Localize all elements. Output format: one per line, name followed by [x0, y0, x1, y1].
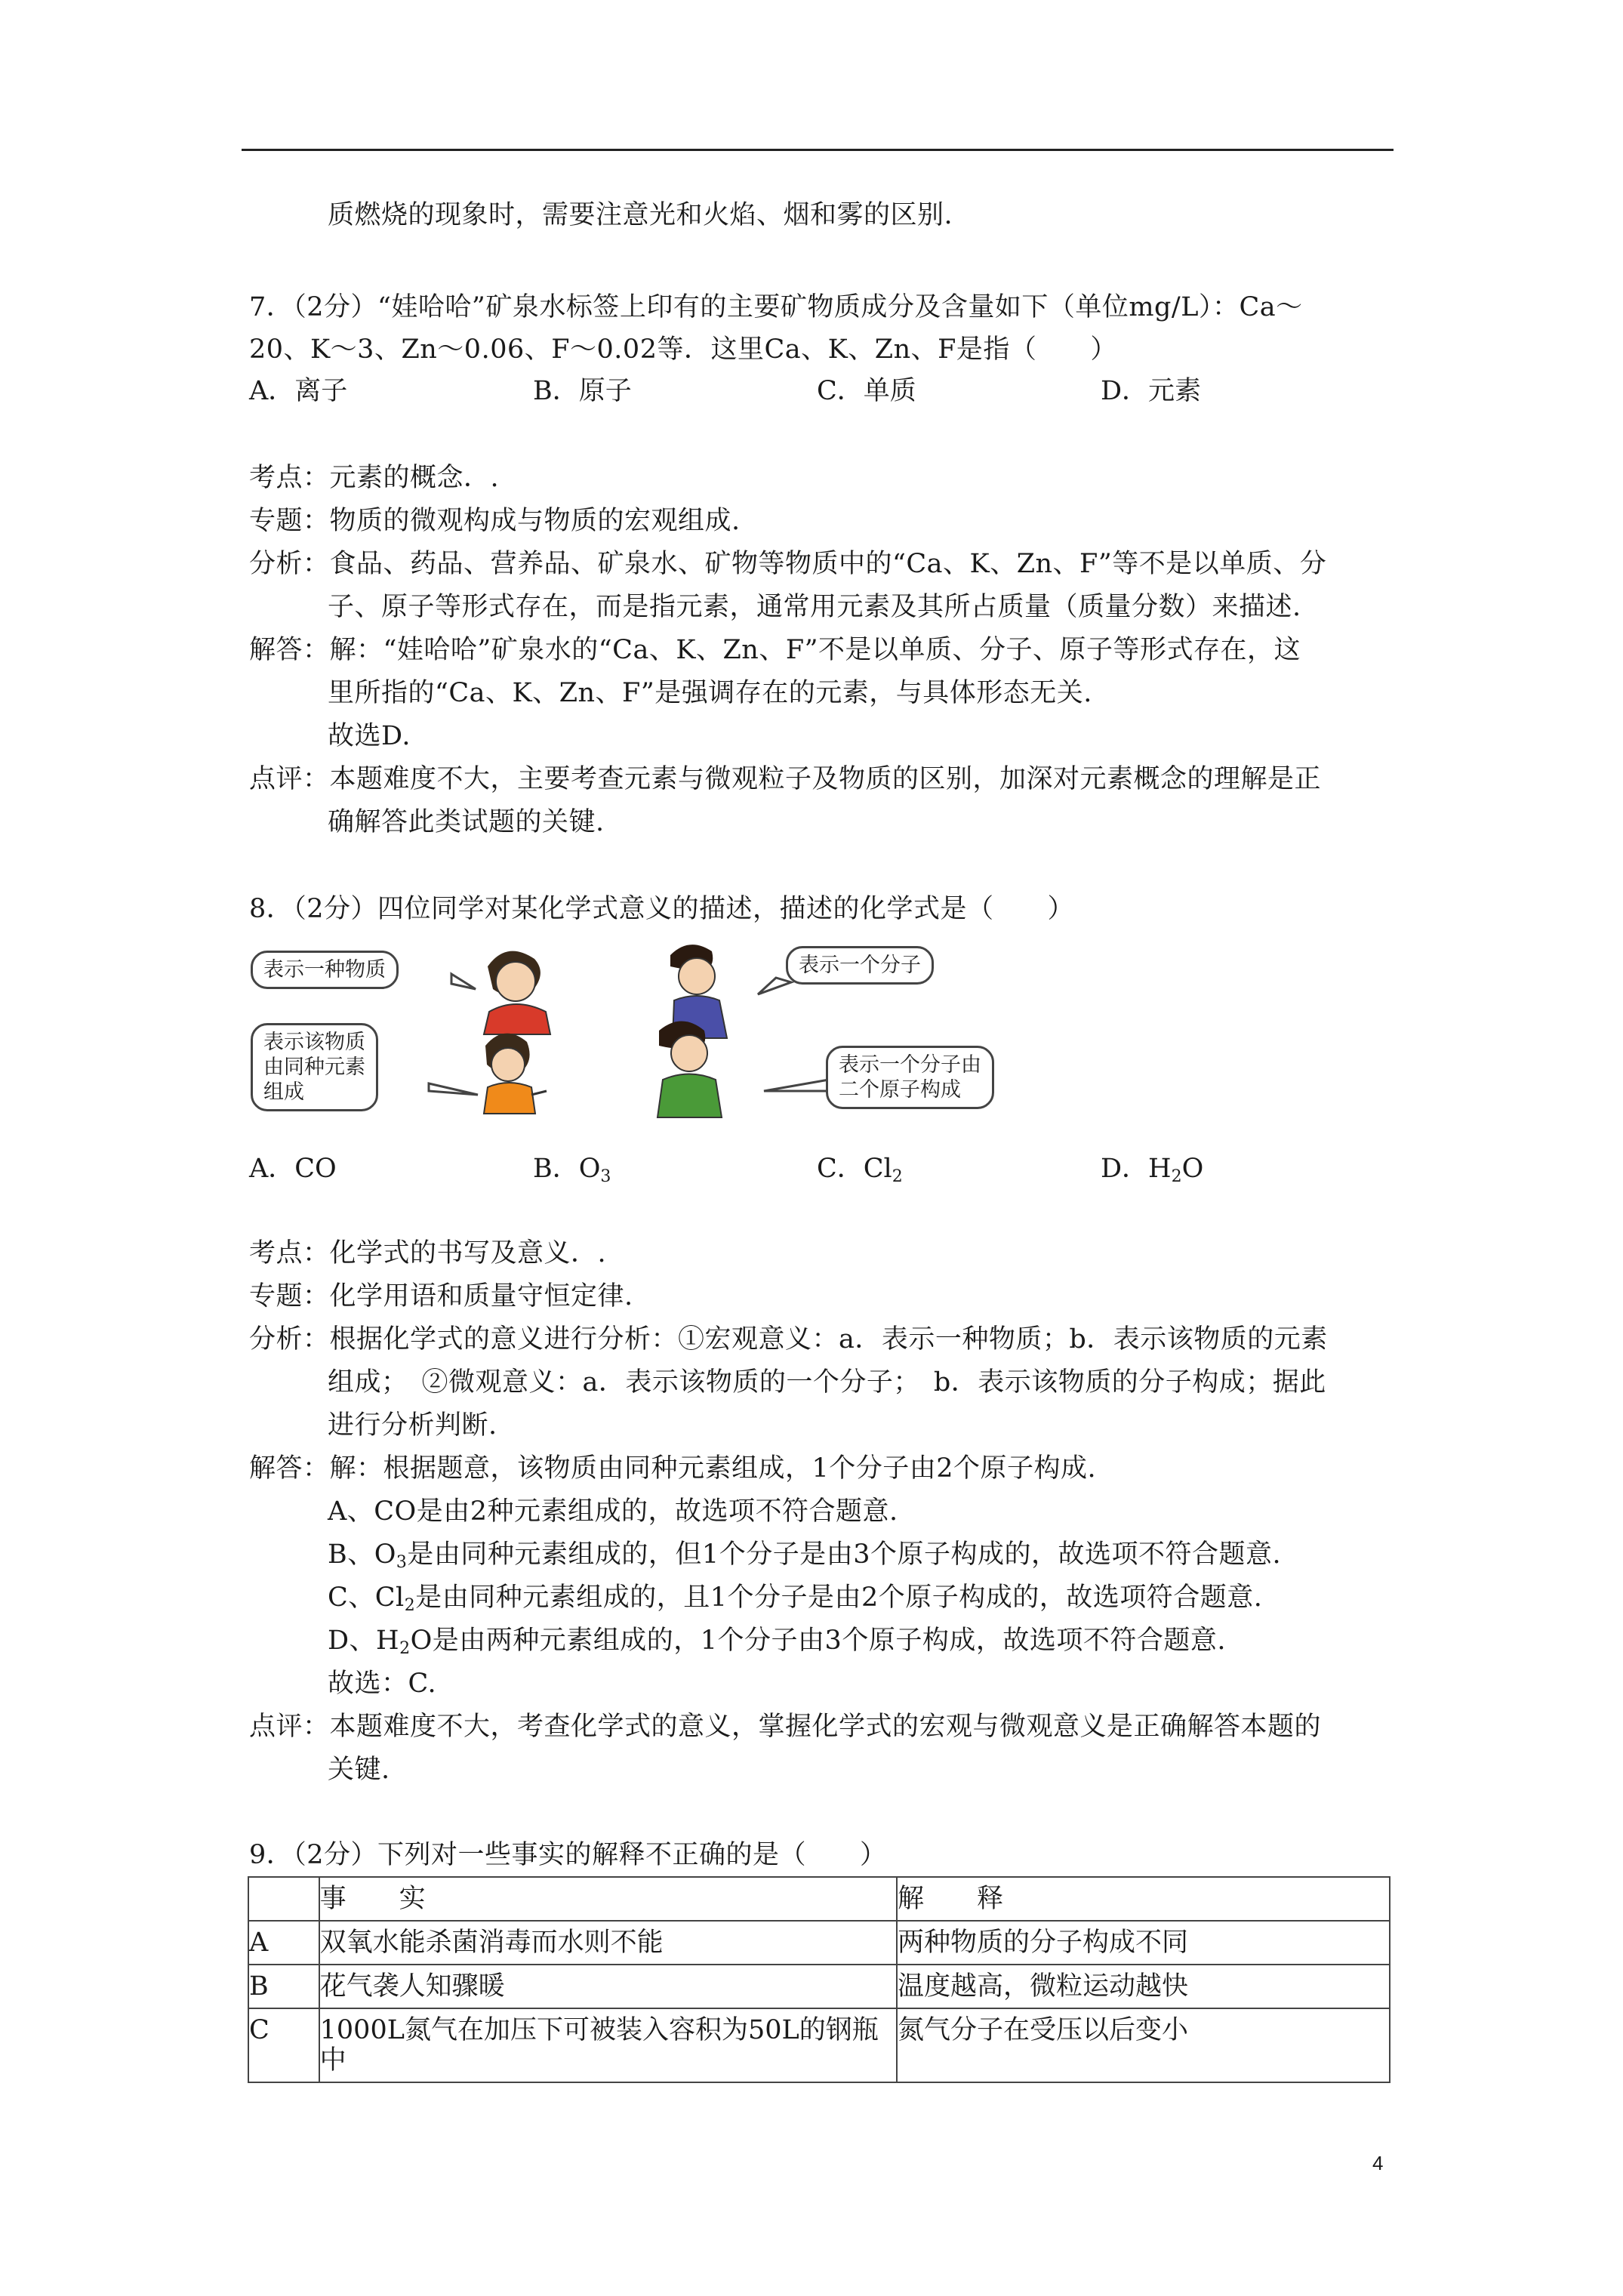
table-header-cell: 事 实 [319, 1877, 897, 1921]
table-cell: 1000L氮气在加压下可被装入容积为50L的钢瓶中 [319, 2008, 897, 2082]
table-cell: A [248, 1921, 319, 1965]
q7-fenxi: 分析：食品、药品、营养品、矿泉水、矿物等物质中的“Ca、K、Zn、F”等不是以单质、分 [249, 549, 1327, 579]
q8-dianping-cont: 关键. [328, 1755, 390, 1785]
q8-jieda-a: A、CO是由2种元素组成的，故选项不符合题意. [328, 1496, 898, 1527]
speech-bubble-4: 表示一个分子由 二个原子构成 [826, 1046, 994, 1109]
table-header-cell [248, 1877, 319, 1921]
q7-option-a: A．离子 [249, 376, 348, 406]
q8-jieda-c: C、$Cl_2$是由同种元素组成的，且1个分子是由2个原子构成的，故选项符合题意. [328, 1583, 1263, 1615]
table-cell: 花气袭人知骤暖 [319, 1965, 897, 2008]
q7-kaodian: 考点：元素的概念．. [249, 463, 500, 493]
q8-jieda-d: D、$H_2O$是由两种元素组成的，1个分子由3个原子构成，故选项不符合题意. [328, 1626, 1226, 1658]
q8-zhuanti: 专题：化学用语和质量守恒定律. [249, 1281, 633, 1311]
q8-jieda-b: B、$O_3$是由同种元素组成的，但1个分子是由3个原子构成的，故选项不符合题意. [328, 1539, 1282, 1572]
q8-dianping: 点评：本题难度不大，考查化学式的意义，掌握化学式的宏观与微观意义是正确解答本题的 [249, 1712, 1322, 1742]
table-cell: 氮气分子在受压以后变小 [897, 2008, 1390, 2082]
table-header-cell: 解 释 [897, 1877, 1390, 1921]
table-cell: 两种物质的分子构成不同 [897, 1921, 1390, 1965]
q7-fenxi-cont: 子、原子等形式存在，而是指元素，通常用元素及其所占质量（质量分数）来描述. [328, 592, 1301, 622]
q7-stem: 7．（2分）“娃哈哈”矿泉水标签上印有的主要矿物质成分及含量如下（单位mg/L）：Ca～ [249, 292, 1303, 322]
q8-answer: 故选：C. [328, 1669, 437, 1699]
header-rule [242, 149, 1394, 151]
q9-stem: 9．（2分）下列对一些事实的解释不正确的是（ ） [249, 1840, 887, 1870]
student-figures [248, 940, 1078, 1144]
q7-dianping-cont: 确解答此类试题的关键. [328, 807, 605, 837]
q8-option-b: B．$O_3$ [533, 1154, 611, 1186]
speech-bubble-1: 表示一种物质 [251, 951, 399, 989]
q9-table [248, 1876, 1390, 2083]
q8-option-c: C．$Cl_2$ [817, 1154, 903, 1186]
table-cell: 双氧水能杀菌消毒而水则不能 [319, 1921, 897, 1965]
table-cell: 温度越高，微粒运动越快 [897, 1965, 1390, 2008]
q8-stem: 8．（2分）四位同学对某化学式意义的描述，描述的化学式是（ ） [249, 894, 1075, 924]
table-cell: B [248, 1965, 319, 2008]
q7-jieda-cont: 里所指的“Ca、K、Zn、F”是强调存在的元素，与具体形态无关. [328, 678, 1092, 708]
student-girl-icon [484, 1034, 547, 1114]
q7-dianping: 点评：本题难度不大，主要考查元素与微观粒子及物质的区别，加深对元素概念的理解是正 [249, 764, 1322, 794]
text-line: 质燃烧的现象时，需要注意光和火焰、烟和雾的区别. [328, 200, 953, 230]
q8-option-d: D．$H_2O$ [1101, 1154, 1204, 1186]
q8-fenxi: 分析：根据化学式的意义进行分析：①宏观意义：a．表示一种物质；b．表示该物质的元素 [249, 1324, 1328, 1354]
q7-option-b: B．原子 [533, 376, 632, 406]
speech-bubble-3: 表示一个分子 [786, 946, 934, 985]
student-boy-1-icon [484, 951, 550, 1034]
table-row [248, 2008, 1390, 2082]
q7-option-d: D．元素 [1101, 376, 1202, 406]
table-header-row [248, 1877, 1390, 1921]
table-row [248, 1921, 1390, 1965]
q7-answer: 故选D. [328, 721, 411, 751]
table-row [248, 1965, 1390, 2008]
q8-illustration [248, 940, 1078, 1144]
q8-kaodian: 考点：化学式的书写及意义．. [249, 1238, 607, 1268]
q7-zhuanti: 专题：物质的微观构成与物质的宏观组成. [249, 506, 741, 536]
q8-jieda: 解答：解：根据题意，该物质由同种元素组成，1个分子由2个原子构成. [249, 1453, 1097, 1484]
q8-option-a: A．CO [249, 1154, 337, 1184]
q7-option-c: C．单质 [817, 376, 916, 406]
q8-fenxi-cont-2: 进行分析判断. [328, 1410, 497, 1441]
page-number: 4 [1372, 2152, 1384, 2174]
table-cell: C [248, 2008, 319, 2082]
speech-bubble-2: 表示该物质 由同种元素 组成 [251, 1023, 378, 1111]
q7-jieda: 解答：解：“娃哈哈”矿泉水的“Ca、K、Zn、F”不是以单质、分子、原子等形式存在，这 [249, 635, 1301, 665]
q7-stem-cont: 20、K～3、Zn～0.06、F～0.02等．这里Ca、K、Zn、F是指（ ） [249, 334, 1117, 365]
q8-fenxi-cont: 组成； ②微观意义：a．表示该物质的一个分子； b．表示该物质的分子构成；据此 [328, 1367, 1326, 1398]
